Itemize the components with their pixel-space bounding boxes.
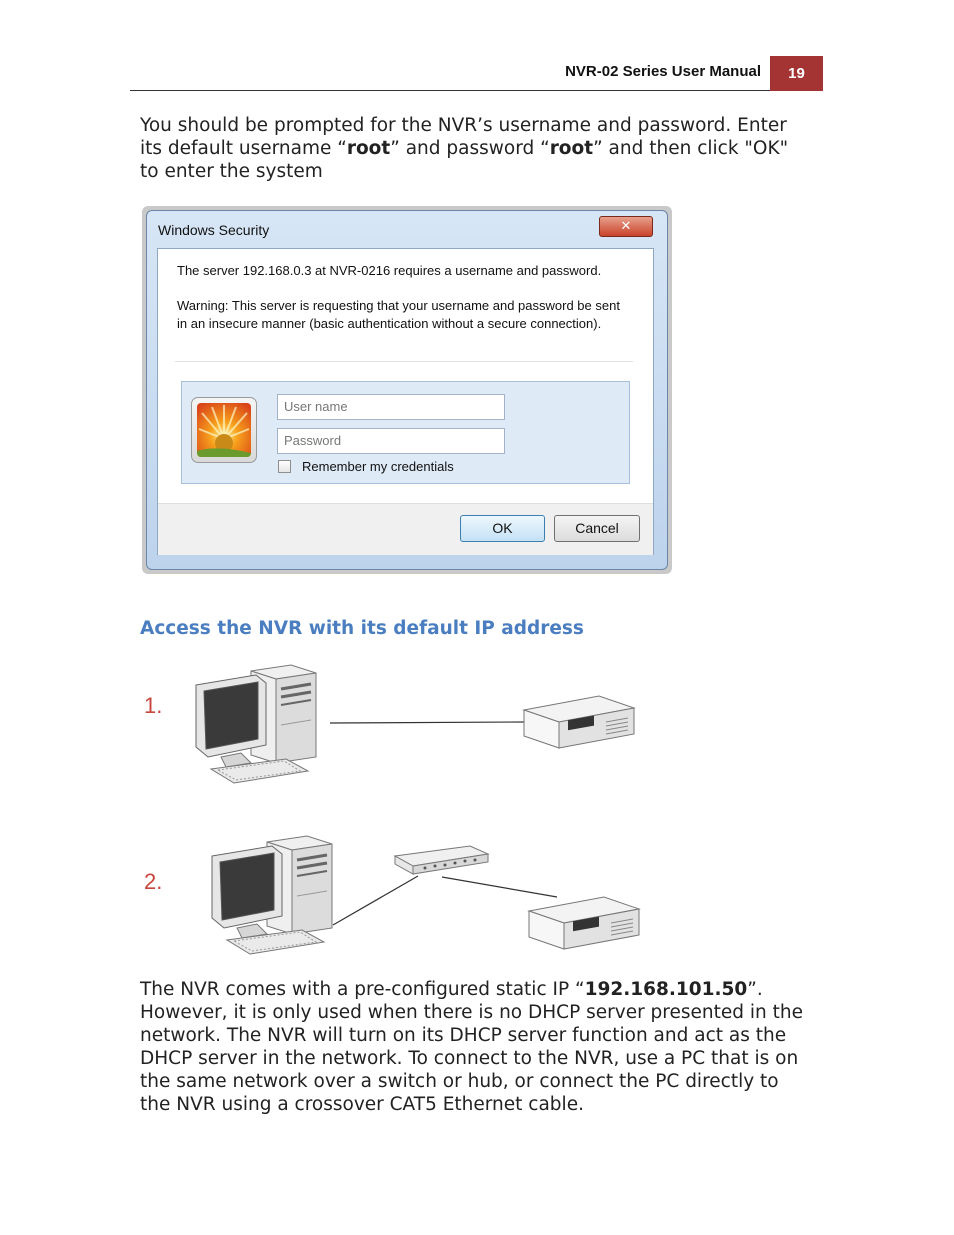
nvr-icon (529, 897, 639, 949)
remember-label: Remember my credentials (302, 459, 454, 474)
close-icon: ✕ (620, 219, 632, 234)
switch-icon (395, 846, 488, 874)
default-password: root (549, 138, 594, 159)
intro-text: ” and password “ (390, 138, 550, 159)
page-number: 19 (770, 56, 823, 91)
step-1-label: 1. (144, 693, 163, 718)
pc-icon (196, 665, 316, 783)
body-text: The NVR comes with a pre-configured static IP “ (140, 979, 585, 1000)
direct-cable (330, 722, 524, 723)
intro-text: ” and then click "OK" to enter the system (140, 138, 789, 182)
ok-button[interactable]: OK (460, 515, 545, 542)
pc-to-switch-cable (333, 876, 418, 925)
step-2-label: 2. (144, 869, 163, 894)
body-text: ”. However, it is only used when there is no DHCP server presented in the network. The NVR will turn on its DHCP server function and act as the DHCP server in the network. To connect to the NVR, use a PC that is on the same network over a switch or hub, or connect the PC directly to the NVR using a crossover CAT5 Ethernet cable. (140, 979, 803, 1115)
default-username: root (346, 138, 391, 159)
cancel-button[interactable]: Cancel (554, 515, 640, 542)
manual-title: NVR-02 Series User Manual (565, 63, 761, 80)
body-paragraph (140, 978, 810, 1116)
nvr-icon (524, 696, 634, 748)
dialog-warning: Warning: This server is requesting that your username and password be sent in an insecure manner (basic authentication without a secure connection). (177, 298, 620, 331)
dialog-message: The server 192.168.0.3 at NVR-0216 requires a username and password. (177, 263, 602, 278)
switch-to-nvr-cable (442, 877, 557, 897)
username-field[interactable]: User name (277, 394, 505, 420)
default-ip: 192.168.101.50 (584, 979, 748, 1000)
dialog-title: Windows Security (158, 222, 270, 238)
section-heading: Access the NVR with its default IP address (140, 618, 584, 639)
pc-icon (212, 836, 332, 954)
intro-text: You should be prompted for the NVR’s username and password. Enter its default username “ (140, 115, 787, 159)
password-field[interactable]: Password (277, 428, 505, 454)
